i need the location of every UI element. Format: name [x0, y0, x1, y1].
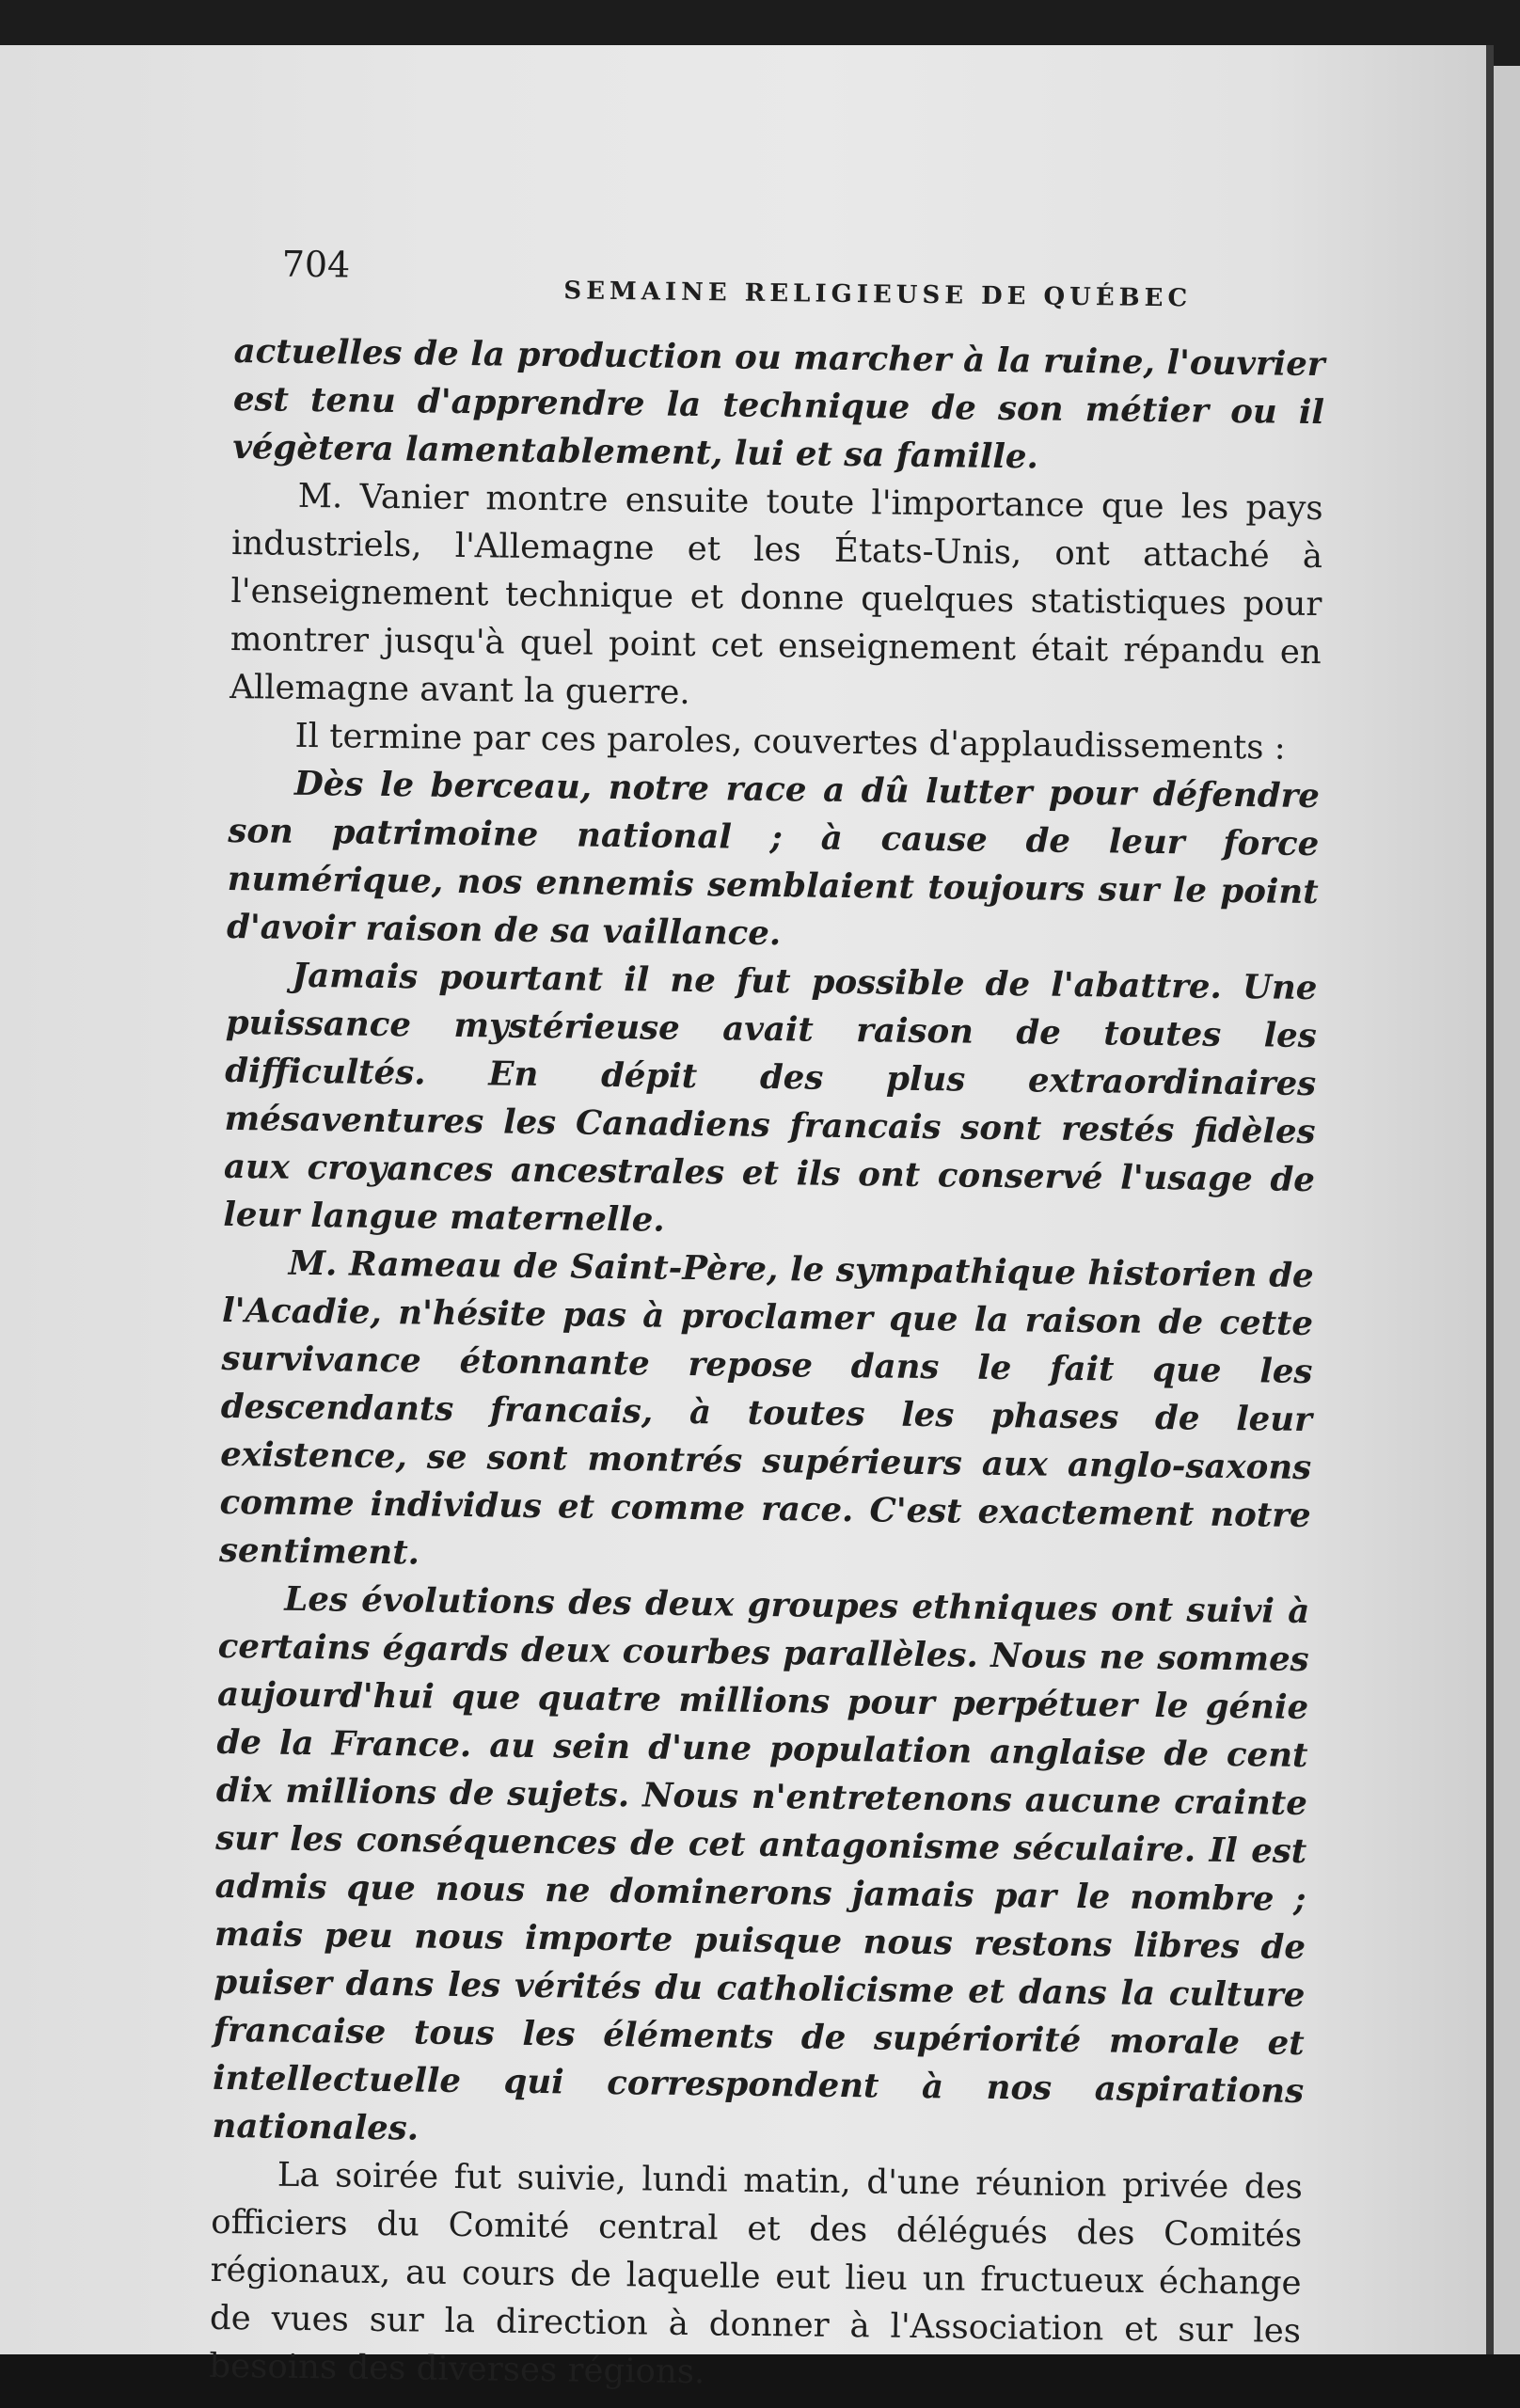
paragraph-vanier: M. Vanier montre ensuite toute l'importance que les pays industriels, l'Allemagne et les États-Unis, ont attaché à l'enseignement technique et donne quelques statistiques pour montrer jusqu'à quel point cet enseignement était répandu en Allemagne avant la guerre.: [229, 476, 1323, 712]
running-head: SEMAINE RELIGIEUSE DE QUÉBEC: [563, 277, 1193, 313]
page-content: [209, 243, 1326, 2392]
quote-paragraph-berceau: Dès le berceau, notre race a dû lutter pour défendre son patrimoine national ; à cause de leur force numérique, nos ennemis semblaient toujours sur le point d'avoir raison de sa vaillance.: [226, 764, 1321, 954]
paragraph-continuation: actuelles de la production ou marcher à la ruine, l'ouvrier est tenu d'apprendre la technique de son métier ou il végètera lamentablement, lui et sa famille.: [232, 331, 1325, 477]
paragraph-soiree: La soirée fut suivie, lundi matin, d'une réunion privée des officiers du Comité central et des délégués des Comités régionaux, au cours de laquelle eut lieu un fructueux échange de vues sur la direction à donner à l'Association et sur les besoins des diverses régions.: [209, 2155, 1304, 2392]
page-header: [234, 243, 1326, 341]
next-page-edge: [1494, 66, 1520, 2361]
page-number: 704: [281, 243, 351, 286]
quote-paragraph-rameau: M. Rameau de Saint-Père, le sympathique historien de l'Acadie, n'hésite pas à proclamer que la raison de cette survivance étonnante repose dans le fait que les descendants francais, à toutes les phases de leur existence, se sont montrés supérieurs aux anglo-saxons comme individus et comme race. C'est exactement notre sentiment.: [218, 1244, 1314, 1573]
quote-paragraph-jamais: Jamais pourtant il ne fut possible de l'abattre. Une puissance mystérieuse avait raison de toutes les difficultés. En dépit des plus extraordinaires mésaventures les Canadiens francais sont restés fidèles aux croyances ancestrales et ils ont conservé l'usage de leur langue maternelle.: [223, 956, 1318, 1240]
quote-paragraph-evolutions: Les évolutions des deux groupes ethniques ont suivi à certains égards deux courbes parallèles. Nous ne sommes aujourd'hui que quatre millions pour perpétuer le génie de la France. au sein d'une population anglaise de cent dix millions de sujets. Nous n'entretenons aucune crainte sur les conséquences de cet antagonisme séculaire. Il est admis que nous ne dominerons jamais par le nombre ; mais peu nous importe puisque nous restons libres de puiser dans les vérités du catholicisme et dans la culture francaise tous les éléments de supériorité morale et intellectuelle qui correspondent à nos aspirations nationales.: [212, 1579, 1310, 2148]
paragraph-intro-quote: Il termine par ces paroles, couvertes d'applaudissements :: [294, 716, 1286, 768]
